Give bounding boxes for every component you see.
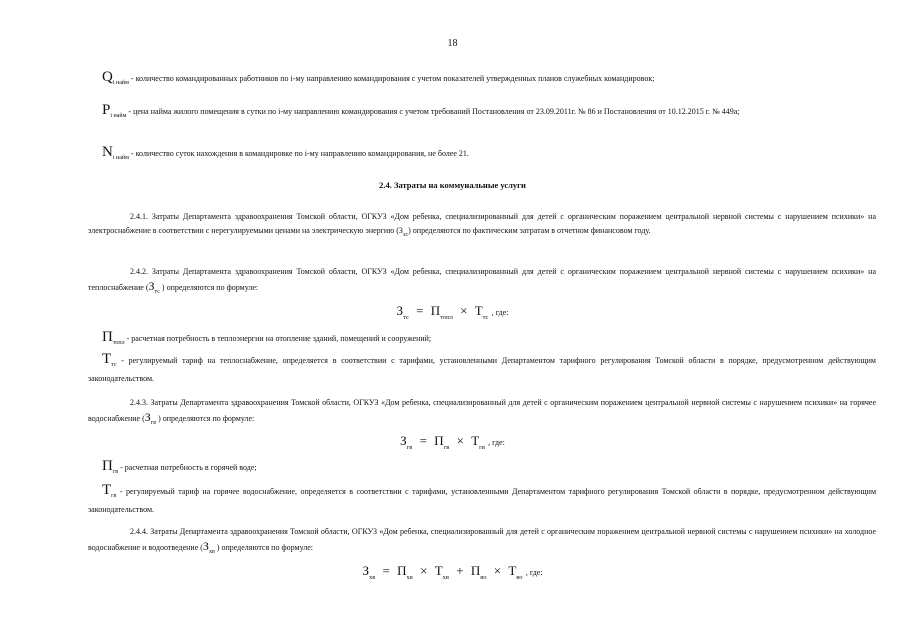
subscript: эс	[402, 232, 409, 238]
paragraph-2-4-3	[88, 396, 876, 430]
definition-text: - регулируемый тариф на теплоснабжение, определяется в соответствии с тарифами, установленными Департаментом тарифного регулирования Томской области в порядке, предусмотренном действующим законодательством.	[88, 356, 876, 383]
formula-symbol: П	[397, 563, 407, 578]
paragraph-text: ) определяются по формуле:	[216, 543, 313, 552]
formula-subscript: тс	[403, 314, 409, 321]
formula-symbol: П	[430, 303, 441, 318]
symbol: Q	[102, 69, 113, 85]
paragraph-2-4-2	[88, 265, 876, 299]
formula-symbol: З	[362, 563, 369, 578]
subscript: хв	[208, 549, 215, 555]
subscript: тс	[154, 289, 160, 295]
subscript: тс	[111, 362, 117, 368]
definition-text: - расчетная потребность в горячей воде;	[120, 463, 257, 472]
times-sign: ×	[493, 563, 502, 578]
symbol: З	[144, 410, 151, 424]
plus-sign: +	[456, 563, 464, 578]
formula-subscript: тс	[482, 314, 489, 321]
paragraph-text: 2.4.2. Затраты Департамента здравоохранения Томской области, ОГКУЗ «Дом ребенка, специализированный для детей с органическим поражением центральной нервной системы с нарушением психики» на теплоснабжение (	[88, 267, 876, 292]
subscript: гв	[111, 493, 117, 499]
formula-hot-water	[0, 434, 905, 455]
times-sign: ×	[460, 303, 468, 318]
paragraph-text: 2.4.1. Затраты Департамента здравоохранения Томской области, ОГКУЗ «Дом ребенка, специализированный для детей с органическим поражением центральной нервной системы с нарушением психики» на электроснабжение в соответствии с нерегулируемыми ценами на электрическую энергию (З	[88, 212, 876, 235]
formula-heat	[0, 304, 905, 325]
paragraph-2-4-1	[88, 210, 876, 242]
equals-sign: =	[419, 433, 427, 448]
formula-cold-water	[0, 564, 905, 585]
formula-subscript: хв	[406, 574, 413, 581]
formula-subscript: во	[480, 574, 487, 581]
subscript: i найм	[112, 80, 129, 86]
section-heading: 2.4. Затраты на коммунальные услуги	[379, 180, 526, 190]
paragraph-text: ) определяются по фактическим затратам в отчетном финансовом году.	[408, 226, 651, 235]
formula-symbol: Т	[434, 563, 443, 578]
definition-text: - количество суток нахождения в командировке по i-му направлению командирования, не более 21.	[130, 149, 469, 158]
times-sign: ×	[420, 563, 428, 578]
definition-p	[88, 103, 876, 123]
definition-q	[102, 70, 877, 90]
symbol: П	[102, 458, 113, 474]
definition-p-gv	[102, 459, 877, 479]
definition-t-gv	[88, 483, 876, 517]
formula-tail: , где:	[525, 568, 543, 577]
symbol: N	[102, 144, 113, 160]
page-number: 18	[447, 38, 458, 49]
definition-text: - цена найма жилого помещения в сутки по i-му направлению командирования с учетом требований Постановления от 23.09.2011г. № 86 и Постановления от 10.12.2015 г. № 449а;	[128, 107, 740, 116]
paragraph-text: ) определяются по формуле:	[161, 283, 259, 292]
formula-subscript: хв	[442, 574, 449, 581]
paragraph-text: 2.4.4. Затраты Департамента здравоохранения Томской области, ОГКУЗ «Дом ребенка, специализированный для детей с органическим поражением центральной нервной системы с нарушением психики» на холодное водоснабжение и водоотведение (	[88, 527, 876, 552]
symbol: З	[148, 279, 155, 293]
formula-subscript: гв	[479, 444, 485, 451]
formula-subscript: топл	[440, 314, 453, 321]
symbol: Т	[102, 351, 112, 367]
symbol: З	[202, 539, 209, 553]
definition-t-ts	[88, 352, 876, 386]
formula-tail: , где:	[488, 438, 505, 447]
symbol: Т	[102, 482, 112, 498]
formula-symbol: З	[400, 433, 407, 448]
subscript: гв	[112, 469, 119, 475]
subscript: i найм	[110, 113, 127, 119]
formula-tail: , где:	[491, 308, 509, 317]
subscript: топл	[112, 340, 125, 346]
equals-sign: =	[416, 303, 424, 318]
subscript: i найм	[112, 155, 129, 161]
formula-symbol: Т	[508, 563, 517, 578]
equals-sign: =	[382, 563, 390, 578]
formula-symbol: З	[396, 303, 404, 318]
paragraph-2-4-4	[88, 525, 876, 559]
paragraph-text: ) определяются по формуле:	[158, 414, 255, 423]
symbol: P	[102, 102, 111, 118]
symbol: П	[102, 329, 113, 345]
formula-subscript: хв	[368, 574, 376, 581]
definition-n	[102, 145, 877, 165]
formula-symbol: П	[434, 433, 444, 448]
subscript: гв	[150, 420, 157, 426]
formula-subscript: гв	[443, 444, 450, 451]
definition-text: - количество командированных работников по i-му направлению командирования с учетом показателей утвержденных планов служебных командировок;	[130, 74, 655, 83]
paragraph-text: 2.4.3. Затраты Департамента здравоохранения Томской области, ОГКУЗ «Дом ребенка, специализированный для детей с органическим поражением центральной нервной системы с нарушением психики» на горячее водоснабжение (	[88, 398, 876, 423]
formula-symbol: Т	[471, 433, 480, 448]
definition-p-topl	[102, 330, 877, 350]
definition-text: - расчетная потребность в теплоэнергии на отопление зданий, помещений и сооружений;	[126, 334, 432, 343]
formula-symbol: П	[470, 563, 481, 578]
times-sign: ×	[456, 433, 464, 448]
formula-subscript: во	[516, 574, 523, 581]
formula-subscript: гв	[406, 444, 413, 451]
definition-text: - регулируемый тариф на горячее водоснабжение, определяется в соответствии с тарифами, установленными Департаментом тарифного регулирования Томской области в порядке, предусмотренном действующим законодательством.	[88, 487, 877, 514]
formula-symbol: Т	[474, 303, 483, 318]
